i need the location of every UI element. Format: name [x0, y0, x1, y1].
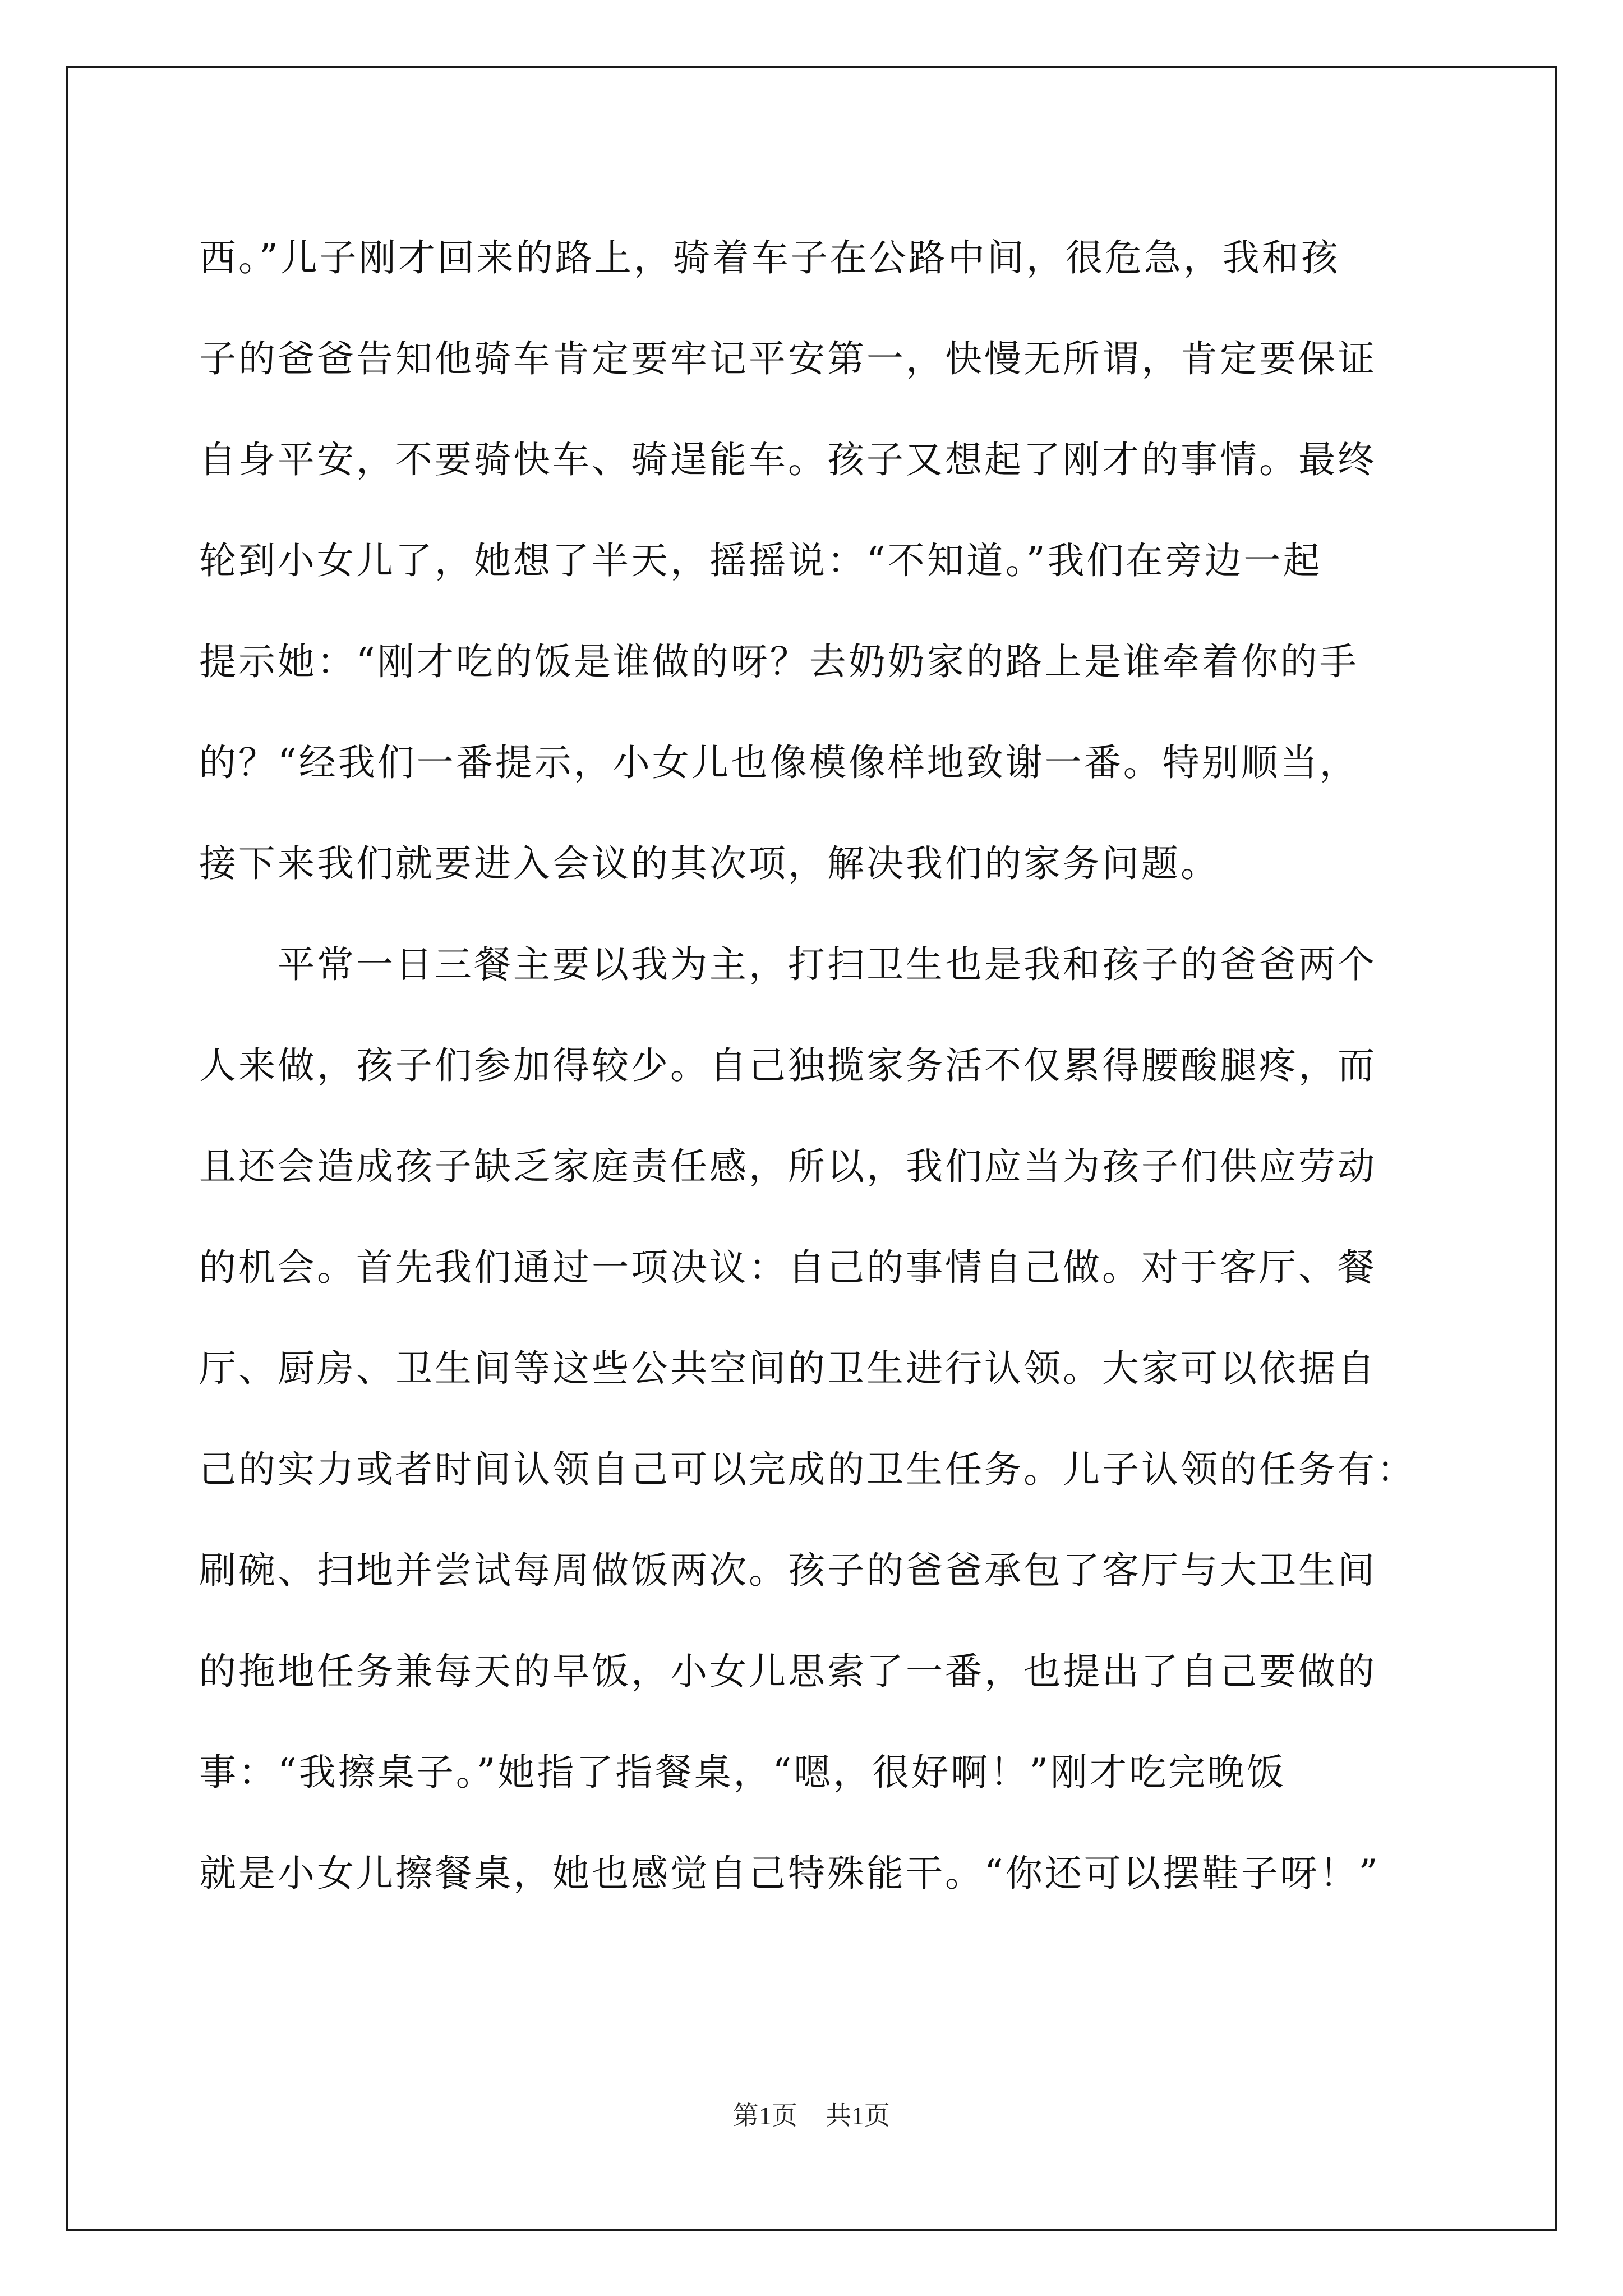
text-line: 接下来我们就要进入会议的其次项，解决我们的家务问题。	[199, 842, 1220, 885]
text-line: 且还会造成孩子缺乏家庭责任感，所以，我们应当为孩子们供应劳动	[199, 1145, 1377, 1188]
text-line: 就是小女儿擦餐桌，她也感觉自己特殊能干。“你还可以摆鞋子呀！”	[199, 1852, 1380, 1895]
paragraph-1	[199, 208, 1455, 914]
text-line: 厅、厨房、卫生间等这些公共空间的卫生进行认领。大家可以依据自	[199, 1347, 1377, 1390]
page-footer	[0, 2095, 1623, 2132]
text-line: 的机会。首先我们通过一项决议：自己的事情自己做。对于客厅、餐	[199, 1246, 1377, 1289]
text-line: 己的实力或者时间认领自己可以完成的卫生任务。儿子认领的任务有：	[199, 1448, 1416, 1491]
text-line: 刷碗、扫地并尝试每周做饭两次。孩子的爸爸承包了客厅与大卫生间	[199, 1549, 1377, 1592]
text-line: 事：“我擦桌子。”她指了指餐桌，“嗯，很好啊！”刚才吃完晚饭	[199, 1751, 1286, 1794]
text-line: 提示她：“刚才吃的饭是谁做的呀？去奶奶家的路上是谁牵着你的手	[199, 640, 1359, 683]
page-number: 第1页	[733, 2101, 797, 2130]
text-line: 子的爸爸告知他骑车肯定要牢记平安第一，快慢无所谓，肯定要保证	[199, 337, 1377, 380]
text-line: 轮到小女儿了，她想了半天，摇摇说：“不知道。”我们在旁边一起	[199, 539, 1322, 582]
text-line: 平常一日三餐主要以我为主，打扫卫生也是我和孩子的爸爸两个	[278, 943, 1377, 986]
text-line: 的拖地任务兼每天的早饭，小女儿思索了一番，也提出了自己要做的	[199, 1650, 1377, 1693]
text-line: 的？“经我们一番提示，小女儿也像模像样地致谢一番。特别顺当，	[199, 741, 1359, 784]
text-line: 西。”儿子刚才回来的路上，骑着车子在公路中间，很危急，我和孩	[199, 236, 1340, 279]
paragraph-2	[199, 914, 1455, 1924]
page-total: 共1页	[826, 2101, 890, 2130]
document-body	[199, 208, 1455, 1924]
text-line: 自身平安，不要骑快车、骑逞能车。孩子又想起了刚才的事情。最终	[199, 438, 1377, 481]
text-line: 人来做，孩子们参加得较少。自己独揽家务活不仅累得腰酸腿疼，而	[199, 1044, 1377, 1087]
